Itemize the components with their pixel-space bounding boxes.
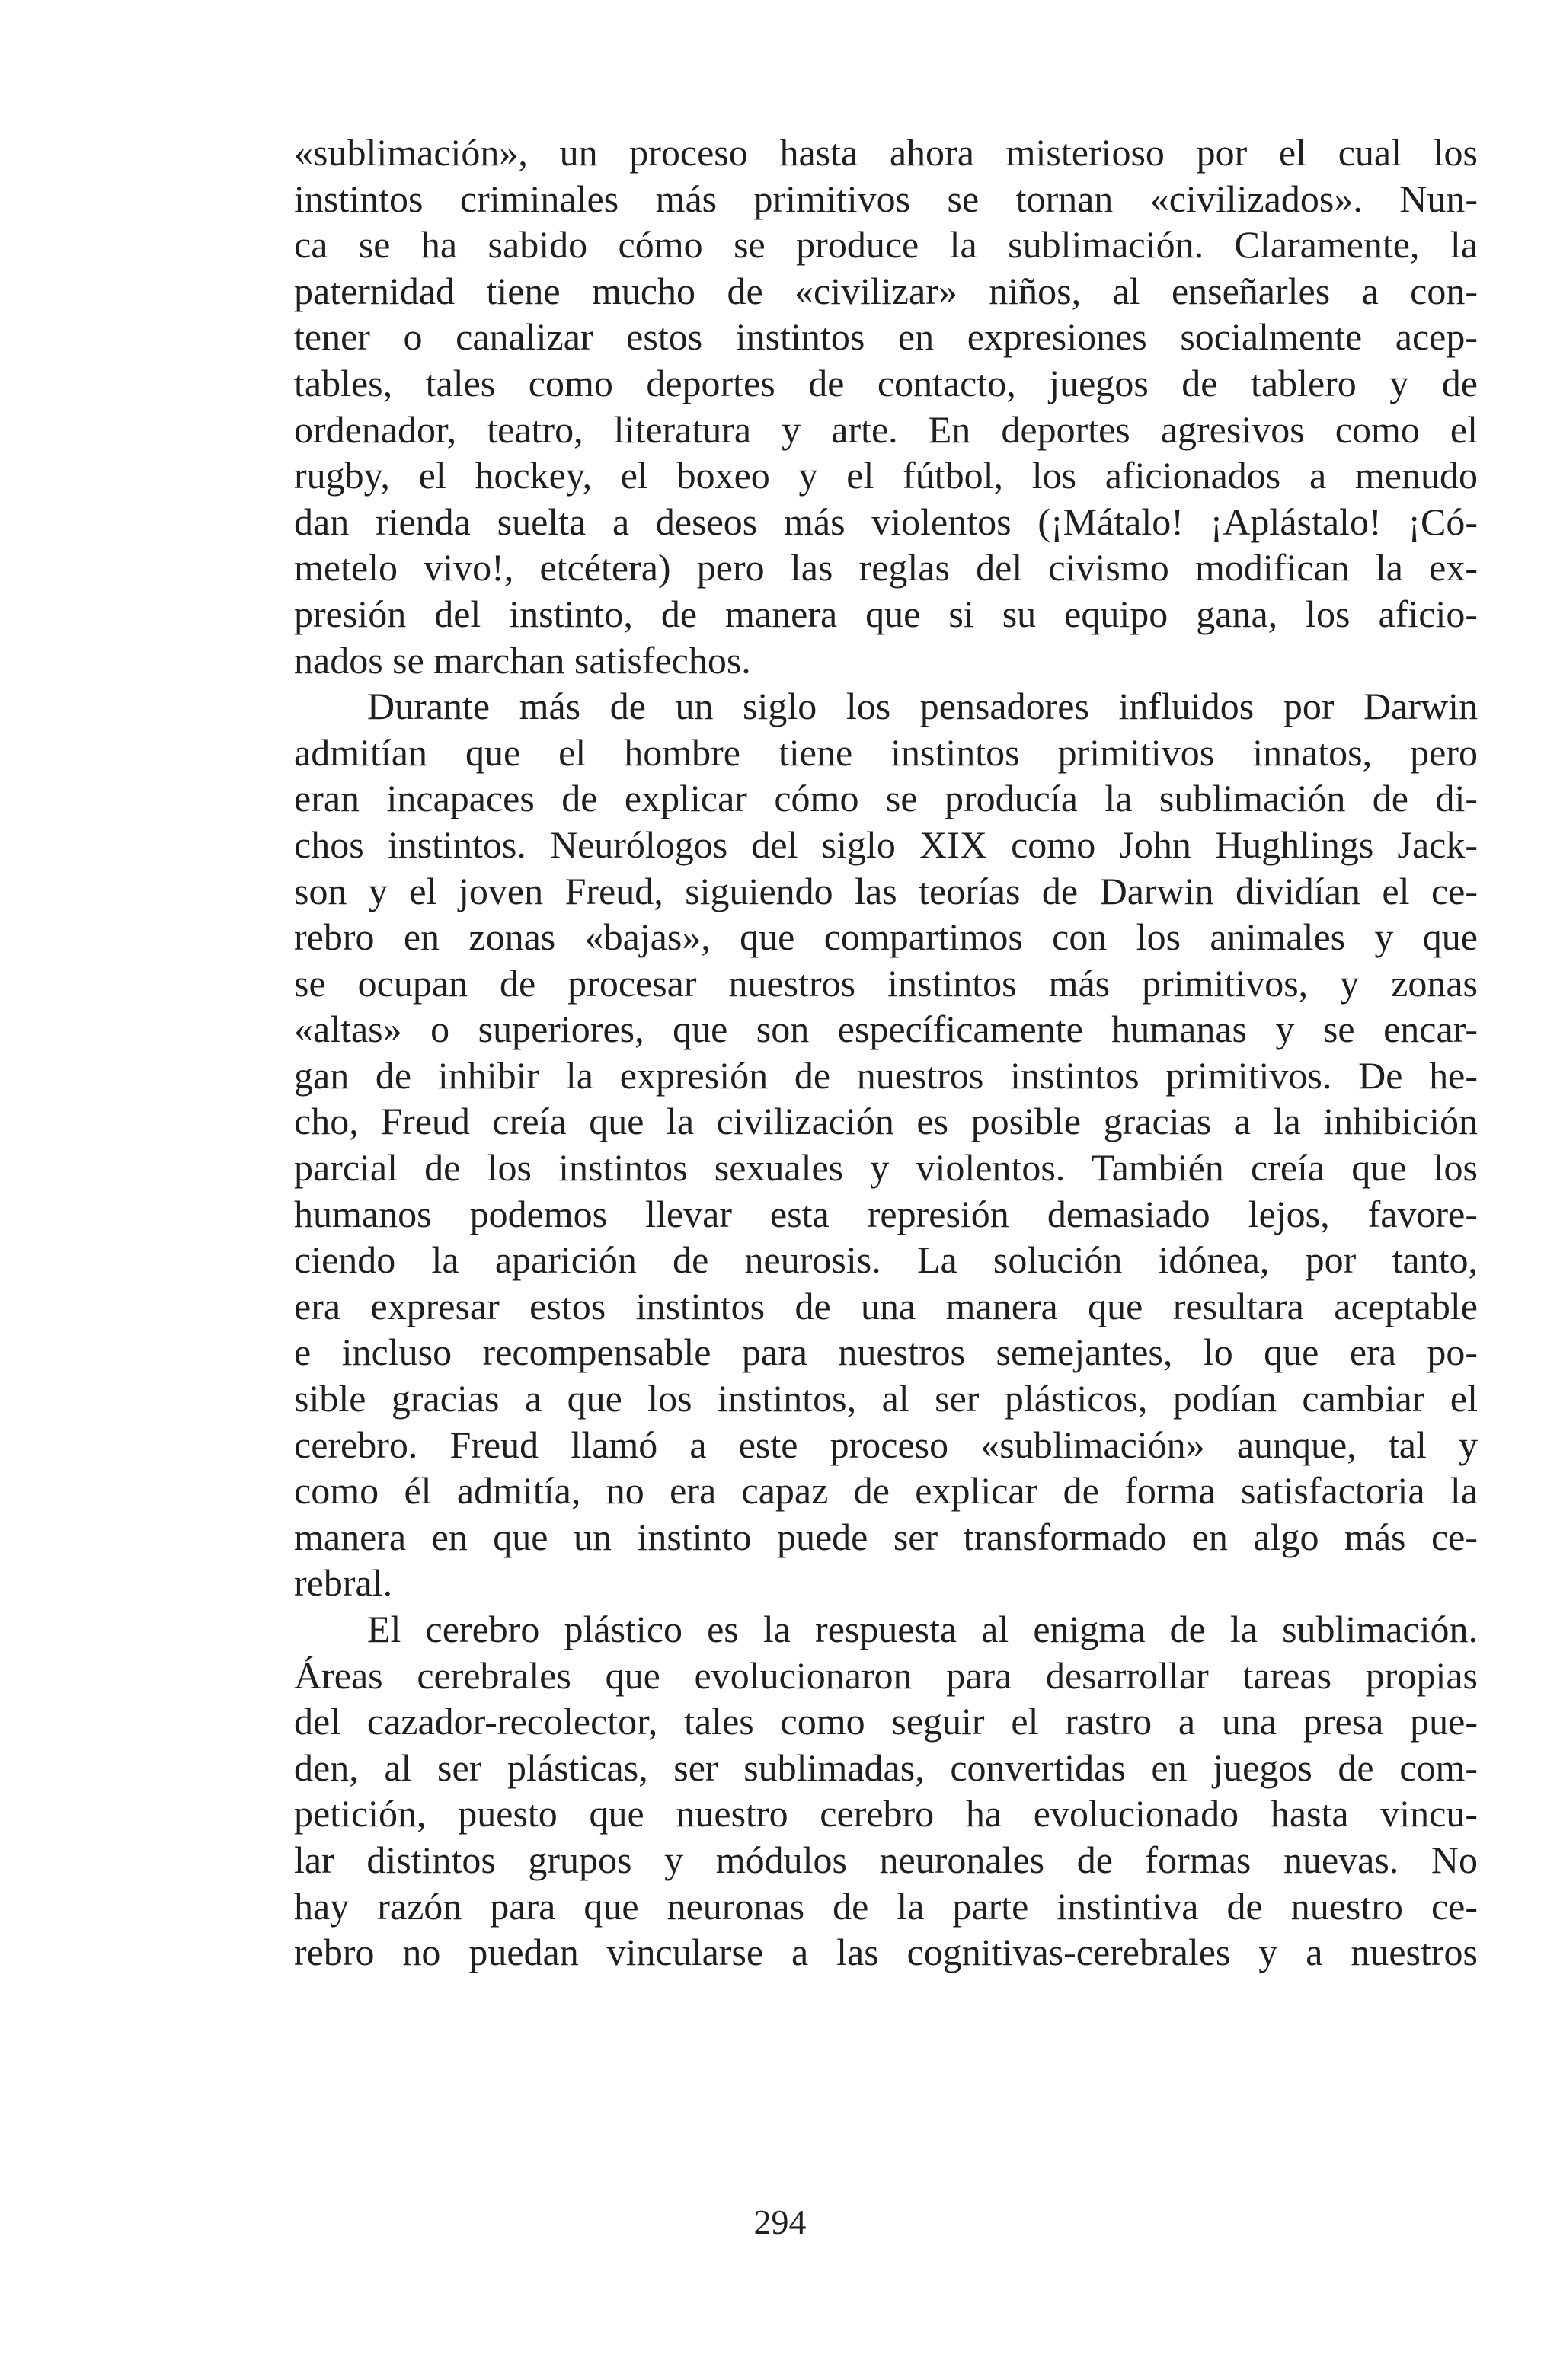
text-line: gan de inhibir la expresión de nuestros instintos primitivos. De he-: [294, 1053, 1478, 1097]
text-line: rebro no puedan vincularse a las cognitivas-cerebrales y a nuestros: [294, 1931, 1478, 1974]
text-line: dan rienda suelta a deseos más violentos (¡Mátalo! ¡Aplástalo! ¡Có-: [294, 500, 1478, 543]
text-line: del cazador-recolector, tales como seguir el rastro a una presa pue-: [294, 1700, 1478, 1743]
text-line: se ocupan de procesar nuestros instintos más primitivos, y zonas: [294, 961, 1478, 1005]
text-line: chos instintos. Neurólogos del siglo XIX como John Hughlings Jack-: [294, 823, 1478, 866]
text-line: rugby, el hockey, el boxeo y el fútbol, los aficionados a menudo: [294, 454, 1478, 497]
text-line: cho, Freud creía que la civilización es posible gracias a la inhibición: [294, 1100, 1478, 1143]
text-line: rebral.: [294, 1561, 393, 1605]
text-line: lar distintos grupos y módulos neuronales de formas nuevas. No: [294, 1838, 1478, 1881]
text-line: nados se marchan satisfechos.: [294, 638, 751, 682]
body-text: [294, 129, 1478, 1976]
text-line: petición, puesto que nuestro cerebro ha evolucionado hasta vincu-: [294, 1792, 1478, 1835]
text-line: paternidad tiene mucho de «civilizar» niños, al enseñarles a con-: [294, 269, 1478, 312]
text-line: tener o canalizar estos instintos en expresiones socialmente acep-: [294, 315, 1478, 359]
text-line: e incluso recompensable para nuestros semejantes, lo que era po-: [294, 1331, 1478, 1374]
text-line: rebro en zonas «bajas», que compartimos con los animales y que: [294, 915, 1478, 959]
text-line: tables, tales como deportes de contacto, juegos de tablero y de: [294, 361, 1478, 404]
text-line: manera en que un instinto puede ser transformado en algo más ce-: [294, 1515, 1478, 1558]
text-line: instintos criminales más primitivos se tornan «civilizados». Nun-: [294, 177, 1478, 220]
text-line: «altas» o superiores, que son específicamente humanas y se encar-: [294, 1008, 1478, 1051]
text-line: admitían que el hombre tiene instintos primitivos innatos, pero: [294, 730, 1478, 774]
text-line: ordenador, teatro, literatura y arte. En deportes agresivos como el: [294, 407, 1478, 451]
text-line: era expresar estos instintos de una manera que resultara aceptable: [294, 1284, 1478, 1327]
paragraph-start-line: El cerebro plástico es la respuesta al enigma de la sublimación.: [367, 1608, 1478, 1650]
paragraph-start-line: Durante más de un siglo los pensadores influidos por Darwin: [367, 685, 1478, 728]
text-line: Áreas cerebrales que evolucionaron para desarrollar tareas propias: [294, 1653, 1478, 1697]
text-line: den, al ser plásticas, ser sublimadas, convertidas en juegos de com-: [294, 1746, 1478, 1789]
text-line: ca se ha sabido cómo se produce la sublimación. Claramente, la: [294, 223, 1478, 267]
text-line: humanos podemos llevar esta represión demasiado lejos, favore-: [294, 1192, 1478, 1235]
text-line: como él admitía, no era capaz de explicar de forma satisfactoria la: [294, 1469, 1478, 1513]
text-line: «sublimación», un proceso hasta ahora misterioso por el cual los: [294, 131, 1478, 174]
text-line: son y el joven Freud, siguiendo las teorías de Darwin dividían el ce-: [294, 869, 1478, 912]
text-line: cerebro. Freud llamó a este proceso «sublimación» aunque, tal y: [294, 1423, 1478, 1466]
text-line: ciendo la aparición de neurosis. La solución idónea, por tanto,: [294, 1238, 1478, 1282]
page-number: 294: [753, 2203, 807, 2241]
text-line: sible gracias a que los instintos, al ser plásticos, podían cambiar el: [294, 1377, 1478, 1420]
text-line: eran incapaces de explicar cómo se producía la sublimación de di-: [294, 777, 1478, 820]
text-line: hay razón para que neuronas de la parte instintiva de nuestro ce-: [294, 1884, 1478, 1928]
text-line: parcial de los instintos sexuales y violentos. También creía que los: [294, 1146, 1478, 1190]
text-line: presión del instinto, de manera que si su equipo gana, los aficio-: [294, 592, 1478, 635]
text-line: metelo vivo!, etcétera) pero las reglas del civismo modifican la ex-: [294, 546, 1478, 589]
